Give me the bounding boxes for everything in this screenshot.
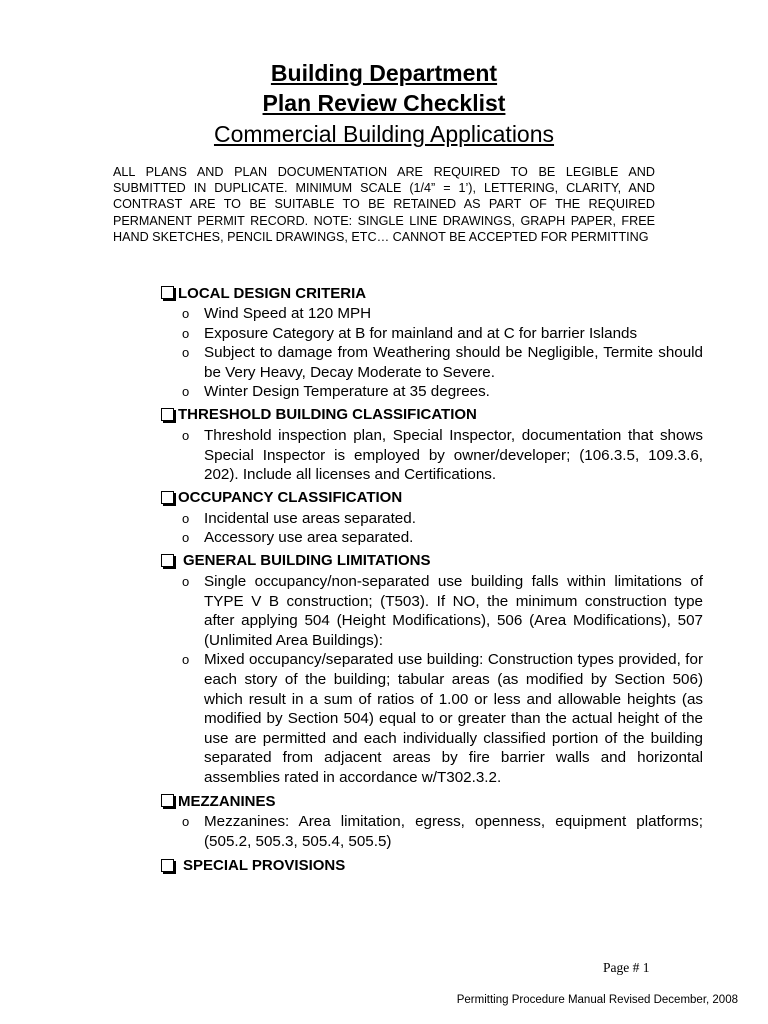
- checkbox-icon[interactable]: [161, 286, 174, 299]
- list-item: [182, 812, 703, 851]
- checkbox-icon[interactable]: [161, 859, 174, 872]
- list-item: [182, 572, 703, 650]
- list-item-text: Threshold inspection plan, Special Inspector, documentation that shows Special Inspector is employed by owner/developer; (106.3.5, 109.3.6, 202). Include all licenses and Certifications.: [204, 426, 703, 484]
- section-items: [158, 426, 703, 485]
- list-item-text: Mezzanines: Area limitation, egress, openness, equipment platforms; (505.2, 505.3, 505.4, 505.5): [204, 813, 703, 851]
- bullet-icon: o: [182, 530, 190, 546]
- section-items: [158, 304, 703, 402]
- section-heading-label: OCCUPANCY CLASSIFICATION: [178, 489, 403, 507]
- section-heading: [158, 488, 703, 509]
- bullet-icon: o: [182, 510, 190, 526]
- section-items: [158, 572, 703, 788]
- bullet-icon: o: [182, 652, 190, 668]
- page-number: Page # 1: [603, 960, 650, 975]
- list-item: [182, 509, 703, 529]
- checkbox-icon[interactable]: [161, 794, 174, 807]
- section-items: [158, 509, 703, 548]
- section-heading-label: LOCAL DESIGN CRITERIA: [178, 284, 367, 302]
- list-item-text: Winter Design Temperature at 35 degrees.: [204, 383, 490, 401]
- list-item: [182, 650, 703, 787]
- list-item-text: Incidental use areas separated.: [204, 509, 416, 527]
- checkbox-icon[interactable]: [161, 554, 174, 567]
- section-local-design-criteria: [158, 283, 703, 402]
- list-item-text: Single occupancy/non-separated use building falls within limitations of TYPE V B construction; (T503). If NO, the minimum construction type after applying 504 (Height Modifications), 506 (Area Modifications), 507 (Unlimited Area Buildings):: [204, 572, 703, 649]
- department-title: Building Department: [270, 60, 498, 86]
- checkbox-icon[interactable]: [161, 491, 174, 504]
- bullet-icon: o: [182, 306, 190, 321]
- list-item: [182, 324, 703, 344]
- list-item-text: Accessory use area separated.: [204, 529, 414, 547]
- footer-text: Permitting Procedure Manual Revised December, 2008: [456, 994, 738, 1006]
- bullet-icon: o: [182, 384, 190, 400]
- checklist-title: Plan Review Checklist: [262, 90, 506, 116]
- bullet-icon: o: [182, 427, 190, 443]
- intro-paragraph: ALL PLANS AND PLAN DOCUMENTATION ARE REQUIRED TO BE LEGIBLE AND SUBMITTED IN DUPLICATE. MINIMUM SCALE (1/4” = 1’), LETTERING, CLARITY, AND CONTRAST ARE TO BE SUITABLE TO BE RETAINED AS PART OF THE REQUIRED PERMANENT PERMIT RECORD. NOTE: SINGLE LINE DRAWINGS, GRAPH PAPER, FREE HAND SKETCHES, PENCIL DRAWINGS, ETC… CANNOT BE ACCEPTED FOR PERMITTING: [113, 165, 655, 244]
- section-occupancy-classification: [158, 488, 703, 548]
- section-heading: [158, 283, 703, 304]
- section-special-provisions: [158, 856, 703, 877]
- section-heading-label: THRESHOLD BUILDING CLASSIFICATION: [178, 406, 477, 424]
- list-item-text: Subject to damage from Weathering should be Negligible, Termite should be Very Heavy, Decay Moderate to Severe.: [204, 344, 703, 381]
- section-mezzanines: [158, 791, 703, 851]
- list-item-text: Wind Speed at 120 MPH: [204, 305, 372, 322]
- list-item: [182, 304, 703, 324]
- bullet-icon: o: [182, 814, 190, 830]
- section-heading: [158, 551, 703, 572]
- bullet-icon: o: [182, 345, 190, 361]
- checklist-sections: [158, 283, 703, 877]
- section-heading: [158, 856, 703, 877]
- list-item: [182, 528, 703, 548]
- section-heading-label: SPECIAL PROVISIONS: [183, 857, 346, 875]
- list-item-text: Exposure Category at B for mainland and at C for barrier Islands: [204, 324, 638, 342]
- section-heading: [158, 405, 703, 426]
- section-general-building-limitations: [158, 551, 703, 788]
- section-heading-label: GENERAL BUILDING LIMITATIONS: [183, 552, 431, 570]
- bullet-icon: o: [182, 573, 190, 589]
- list-item: [182, 382, 703, 402]
- document-subtitle: Commercial Building Applications: [213, 121, 555, 147]
- list-item: [182, 426, 703, 485]
- section-heading-label: MEZZANINES: [178, 792, 276, 810]
- section-heading: [158, 791, 703, 812]
- section-threshold-building-classification: [158, 405, 703, 485]
- list-item: [182, 343, 703, 382]
- title-block: [0, 58, 768, 150]
- bullet-icon: o: [182, 325, 190, 341]
- section-items: [158, 812, 703, 851]
- list-item-text: Mixed occupancy/separated use building: Construction types provided, for each story of the building; tabular areas (as modified by Section 506) which result in a sum of ratios of 1.00 or less and allowable heights (as modified by Section 504) equal to or greater than the actual height of the use are permitted and each individually classified portion of the building separated from adjacent areas by fire barrier walls and horizontal assemblies rated in accordance w/T302.3.2.: [204, 651, 703, 786]
- checkbox-icon[interactable]: [161, 408, 174, 421]
